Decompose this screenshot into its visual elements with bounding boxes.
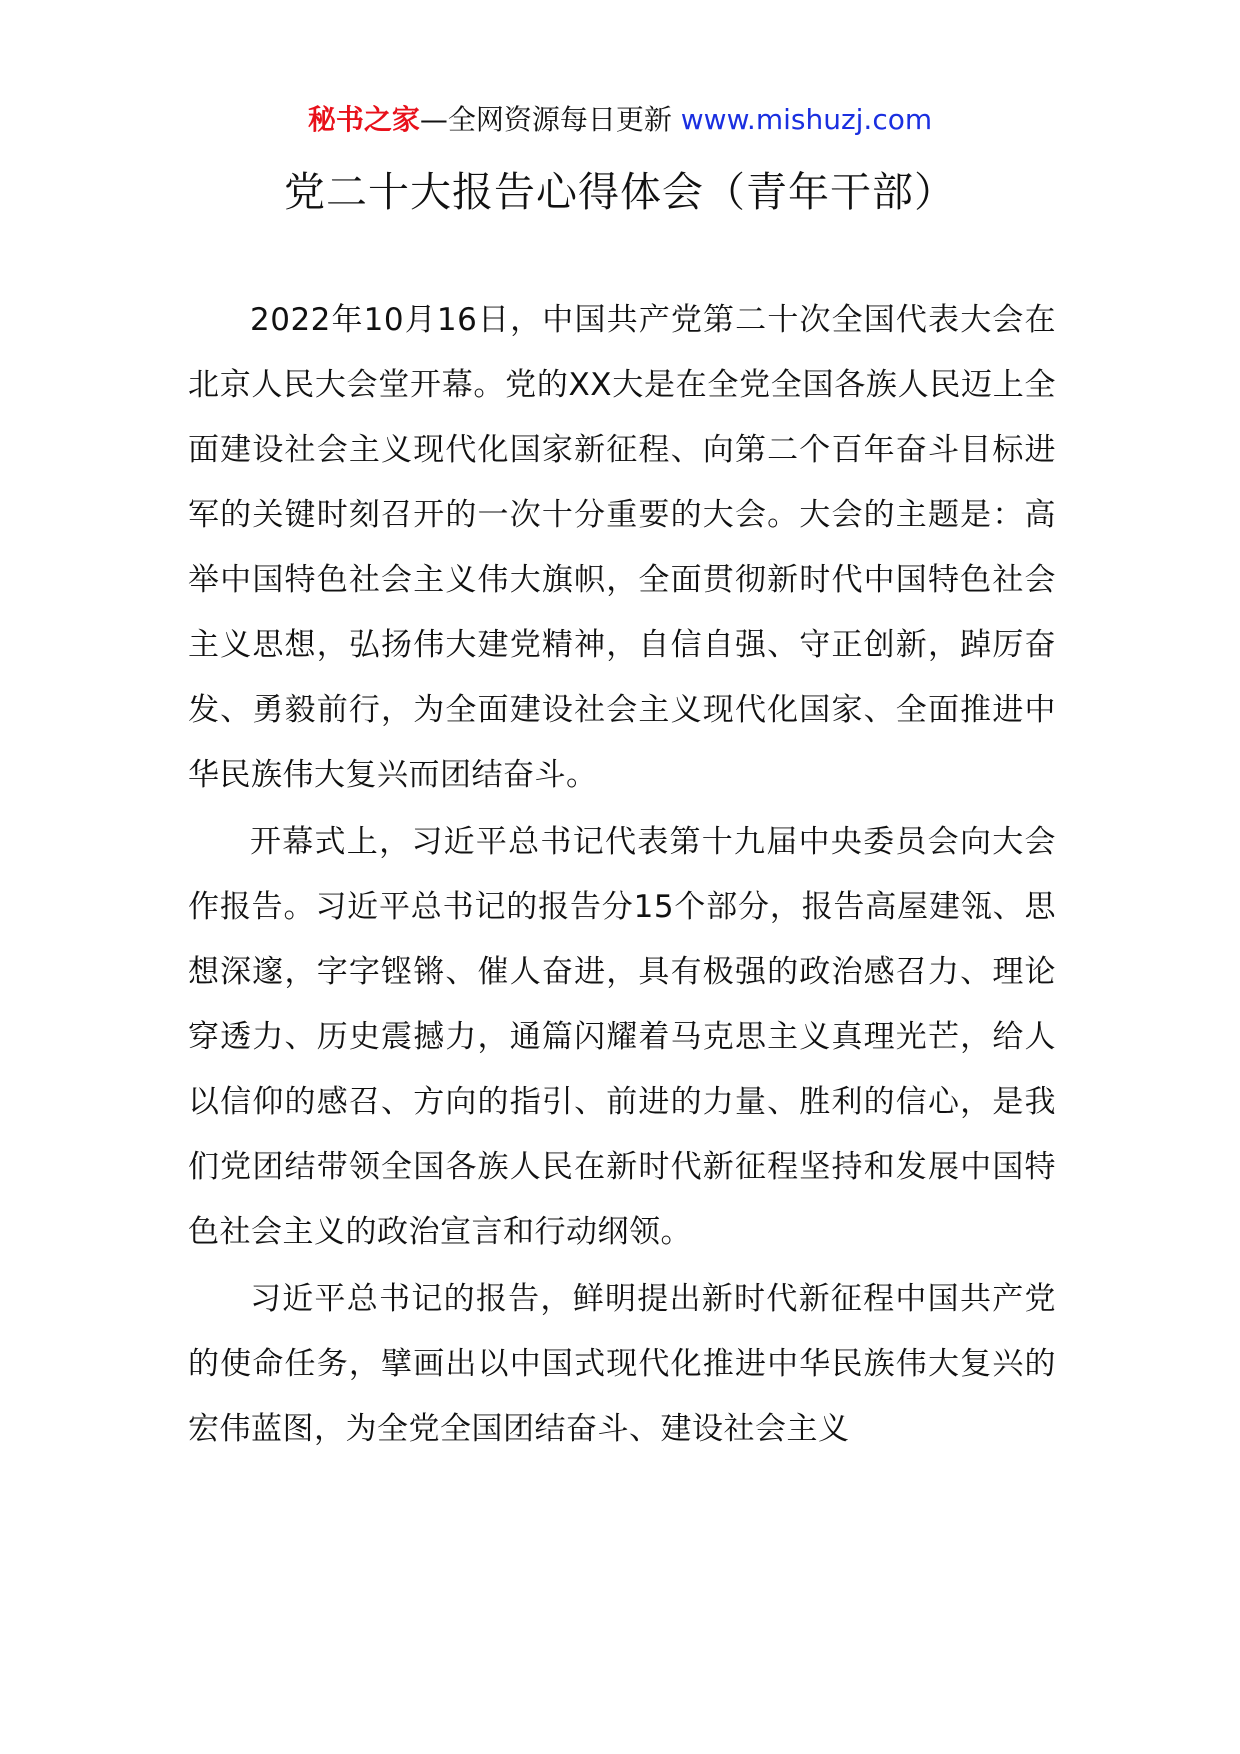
site-header xyxy=(0,100,1240,140)
paragraph-3: 习近平总书记的报告，鲜明提出新时代新征程中国共产党的使命任务，擘画出以中国式现代化推进中华民族伟大复兴的宏伟蓝图，为全党全国团结奋斗、建设社会主义 xyxy=(188,1281,1056,1447)
site-slogan: —全网资源每日更新 xyxy=(419,103,681,136)
paragraph-1: 2022年10月16日，中国共产党第二十次全国代表大会在北京人民大会堂开幕。党的XX大是在全党全国各族人民迈上全面建设社会主义现代化国家新征程、向第二个百年奋斗目标进军的关键时刻召开的一次十分重要的大会。大会的主题是：高举中国特色社会主义伟大旗帜，全面贯彻新时代中国特色社会主义思想，弘扬伟大建党精神，自信自强、守正创新，踔厉奋发、勇毅前行，为全面建设社会主义现代化国家、全面推进中华民族伟大复兴而团结奋斗。 xyxy=(188,302,1056,793)
paragraph-2: 开幕式上，习近平总书记代表第十九届中央委员会向大会作报告。习近平总书记的报告分15个部分，报告高屋建瓴、思想深邃，字字铿锵、催人奋进，具有极强的政治感召力、理论穿透力、历史震撼力，通篇闪耀着马克思主义真理光芒，给人以信仰的感召、方向的指引、前进的力量、胜利的信心，是我们党团结带领全国各族人民在新时代新征程坚持和发展中国特色社会主义的政治宣言和行动纲领。 xyxy=(188,824,1056,1250)
document-title: 党二十大报告心得体会（青年干部） xyxy=(284,168,956,216)
site-brand: 秘书之家 xyxy=(307,103,420,136)
site-url-link[interactable]: www.mishuzj.com xyxy=(680,103,933,136)
document-body xyxy=(188,288,1056,1464)
